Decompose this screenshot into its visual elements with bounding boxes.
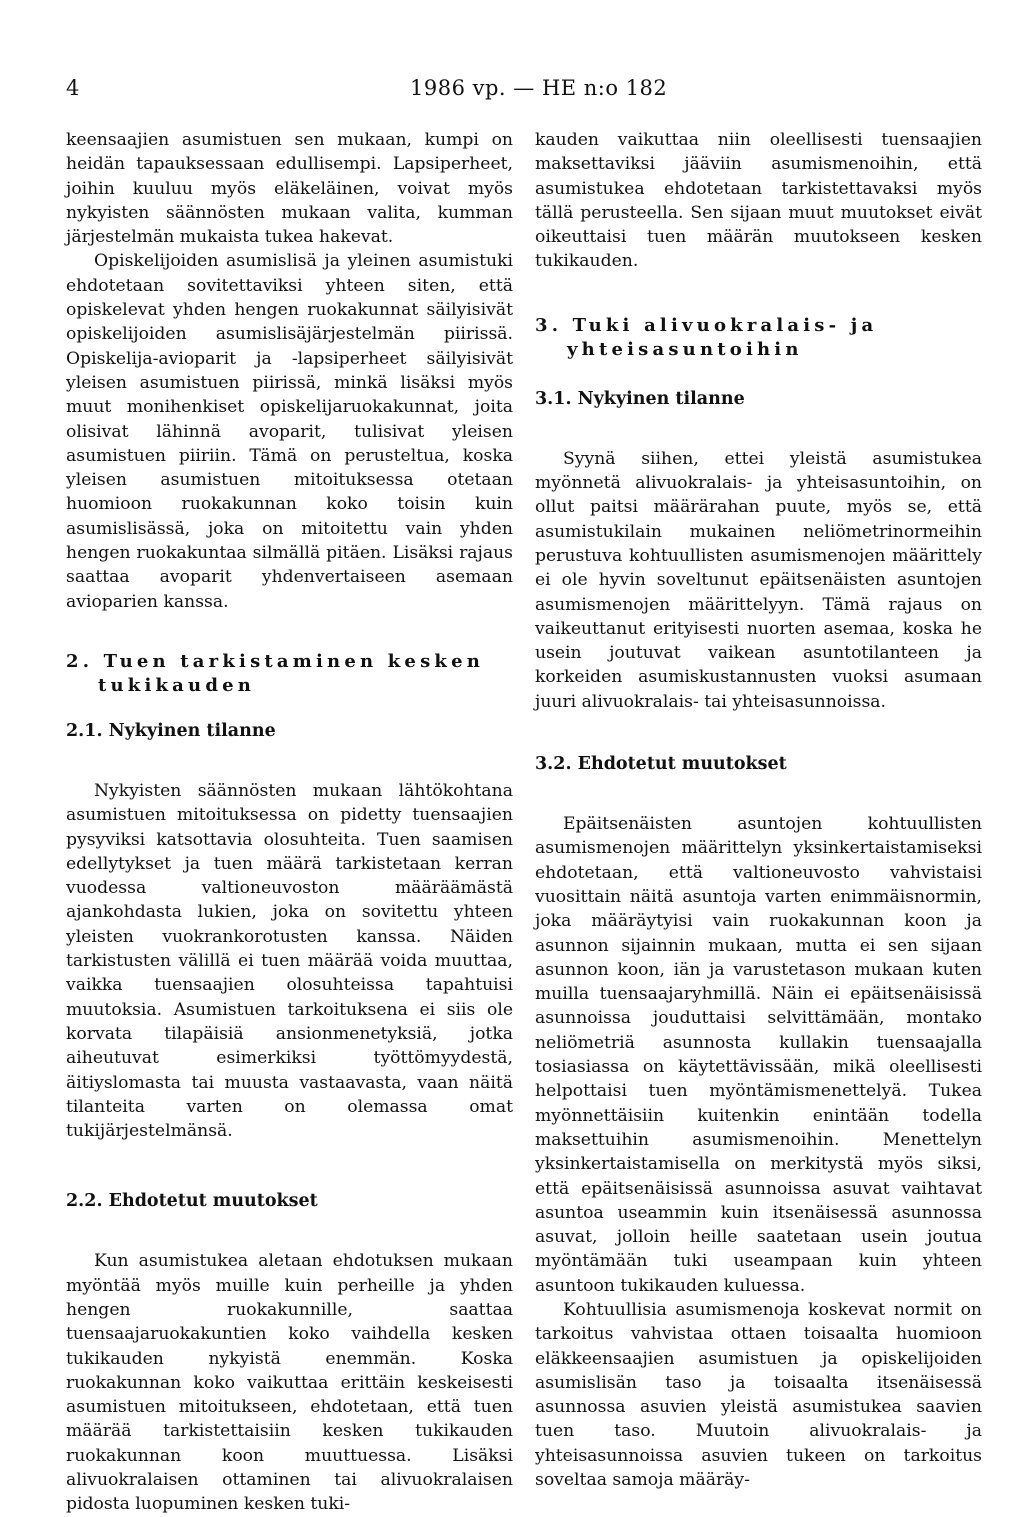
subsection-heading-3-1: 3.1. Nykyinen tilanne <box>535 388 745 409</box>
subsection-heading-3-2: 3.2. Ehdotetut muutokset <box>535 754 787 775</box>
paragraph: Nykyisten säännösten mukaan lähtökohtana asumistuen mitoituksessa on pidetty tuensaajien pysyviksi katsottavia olosuhteita. Tuen saamisen edellytykset ja tuen määrä tarkistetaan kerran vuodessa valtioneuvoston määräämästä ajankohdasta lukien, joka on sovitettu yhteen yleisten vuokrankorotusten kanssa. Näiden tarkistusten välillä ei tuen määrää voida muuttaa, vaikka tuensaajien olosuhteissa tapahtuisi muutoksia. Asumistuen tarkoituksena ei siis ole korvata tilapäisiä ansionmenetyksiä, jotka aiheutuvat esimerkiksi työttömyydestä, äitiyslomasta tai muusta vastaavasta, vaan näitä tilanteita varten on olemassa omat tukijärjestelmänsä. <box>66 780 513 1142</box>
paragraph: Kun asumistukea aletaan ehdotuksen mukaan myöntää myös muille kuin perheille ja yhden hengen ruokakunnille, saattaa tuensaajaruokakuntien koko vaihdella kesken tukikauden nykyistä enemmän. Koska ruokakunnan koko vaikuttaa erittäin keskeisesti asumistuen mitoitukseen, ehdotetaan, että tuen määrää tarkistettaisiin kesken tukikauden ruokakunnan koon muuttuessa. Lisäksi alivuokralaisen ottaminen tai alivuokralaisen pidosta luopuminen kesken tuki- <box>66 1251 513 1515</box>
subsection-heading-2-2: 2.2. Ehdotetut muutokset <box>66 1191 318 1212</box>
section-heading-3: 3. Tuki alivuokralais- ja yhteisasuntoihin <box>535 314 878 361</box>
paragraph: Syynä siihen, ettei yleistä asumistukea myönnetä alivuokralais- ja yhteisasuntoihin, on ollut paitsi määrärahan puute, myös se, että asumistukilain mukainen neliömetrinormeihin perustuva kohtuullisten asumismenojen määrittely ei ole hyvin soveltunut epäitsenäisten asuntojen asumismenojen määrittelyyn. Tämä rajaus on vaikeuttanut erityisesti nuorten asemaa, koska he usein joutuvat vaikean asuntotilanteen ja korkeiden asumiskustannusten vuoksi asumaan juuri alivuokralais- tai yhteisasunnoissa. <box>535 448 982 712</box>
paragraph: Kohtuullisia asumismenoja koskevat normit on tarkoitus vahvistaa ottaen toisaalta huomioon eläkkeensaajien asumistuen ja opiskelijoiden asumislisän taso ja toisaalta itsenäisessä asunnossa asuvien yleistä asumistukea saavien tuen taso. Muutoin alivuokralais- ja yhteisasunnoissa asuvien tukeen on tarkoitus soveltaa samoja määräy- <box>535 1299 982 1491</box>
paragraph: keensaajien asumistuen sen mukaan, kumpi on heidän tapauksessaan edullisempi. Lapsiperheet, joihin kuuluu myös eläkeläinen, voivat myös nykyisten säännösten mukaan valita, kumman järjestelmän mukaista tukea hakevat. <box>66 130 513 248</box>
paragraph: kauden vaikuttaa niin oleellisesti tuensaajien maksettaviksi jääviin asumismenoihin, että asumistukea ehdotetaan tarkistettavaksi myös tällä perusteella. Sen sijaan muut muutokset eivät oikeuttaisi tuen määrän muutokseen kesken tukikauden. <box>535 130 982 272</box>
subsection-heading-2-1: 2.1. Nykyinen tilanne <box>66 720 276 741</box>
paragraph: Epäitsenäisten asuntojen kohtuullisten asumismenojen määrittelyn yksinkertaistamiseksi ehdotetaan, että valtioneuvosto vahvistaisi vuosittain näitä asuntoja varten enimmäisnormin, joka määräytyisi vain ruokakunnan koon ja asunnon sijainnin mukaan, mutta ei sen sijaan asunnon koon, iän ja varustetason mukaan kuten muilla tuensaajaryhmillä. Näin ei epäitsenäisissä asunnoissa jouduttaisi selvittämään, montako neliömetriä asunnosta kullakin tuensaajalla tosiasiassa on käytettävissään, mikä oleellisesti helpottaisi tuen myöntämismenettelyä. Tukea myönnettäisiin kuitenkin enintään todella maksettuihin asumismenoihin. Menettelyn yksinkertaistamisella on merkitystä myös siksi, että epäitsenäisissä asunnoissa asuvat vaihtavat asuntoa useammin kuin itsenäisessä asunnossa asuvat, jolloin heille saatetaan usein joutua myöntämään tuki useampaan kuin yhteen asuntoon tukikauden kuluessa. <box>535 814 982 1296</box>
paragraph: Opiskelijoiden asumislisä ja yleinen asumistuki ehdotetaan sovitettaviksi yhteen siten, että opiskelevat yhden hengen ruokakunnat säilyisivät opiskelijoiden asumislisäjärjestelmän piirissä. Opiskelija-avioparit ja -lapsiperheet säilyisivät yleisen asumistuen piirissä, minkä lisäksi myös muut monihenkiset opiskelijaruokakunnat, joita olisivat lähinnä avoparit, tulisivat yleisen asumistuen piiriin. Tämä on perusteltua, koska yleisen asumistuen mitoituksessa otetaan huomioon ruokakunnan koko toisin kuin asumislisässä, joka on mitoitettu vain yhden hengen ruokakuntaa silmällä pitäen. Lisäksi rajaus saattaa avoparit yhdenvertaiseen asemaan avioparien kanssa. <box>66 251 513 612</box>
section-heading-2: 2. Tuen tarkistaminen kesken tukikauden <box>66 650 485 697</box>
running-head: 1986 vp. — HE n:o 182 <box>410 76 668 100</box>
right-column <box>535 128 982 1492</box>
left-column <box>66 128 513 1517</box>
page-number: 4 <box>66 76 80 100</box>
